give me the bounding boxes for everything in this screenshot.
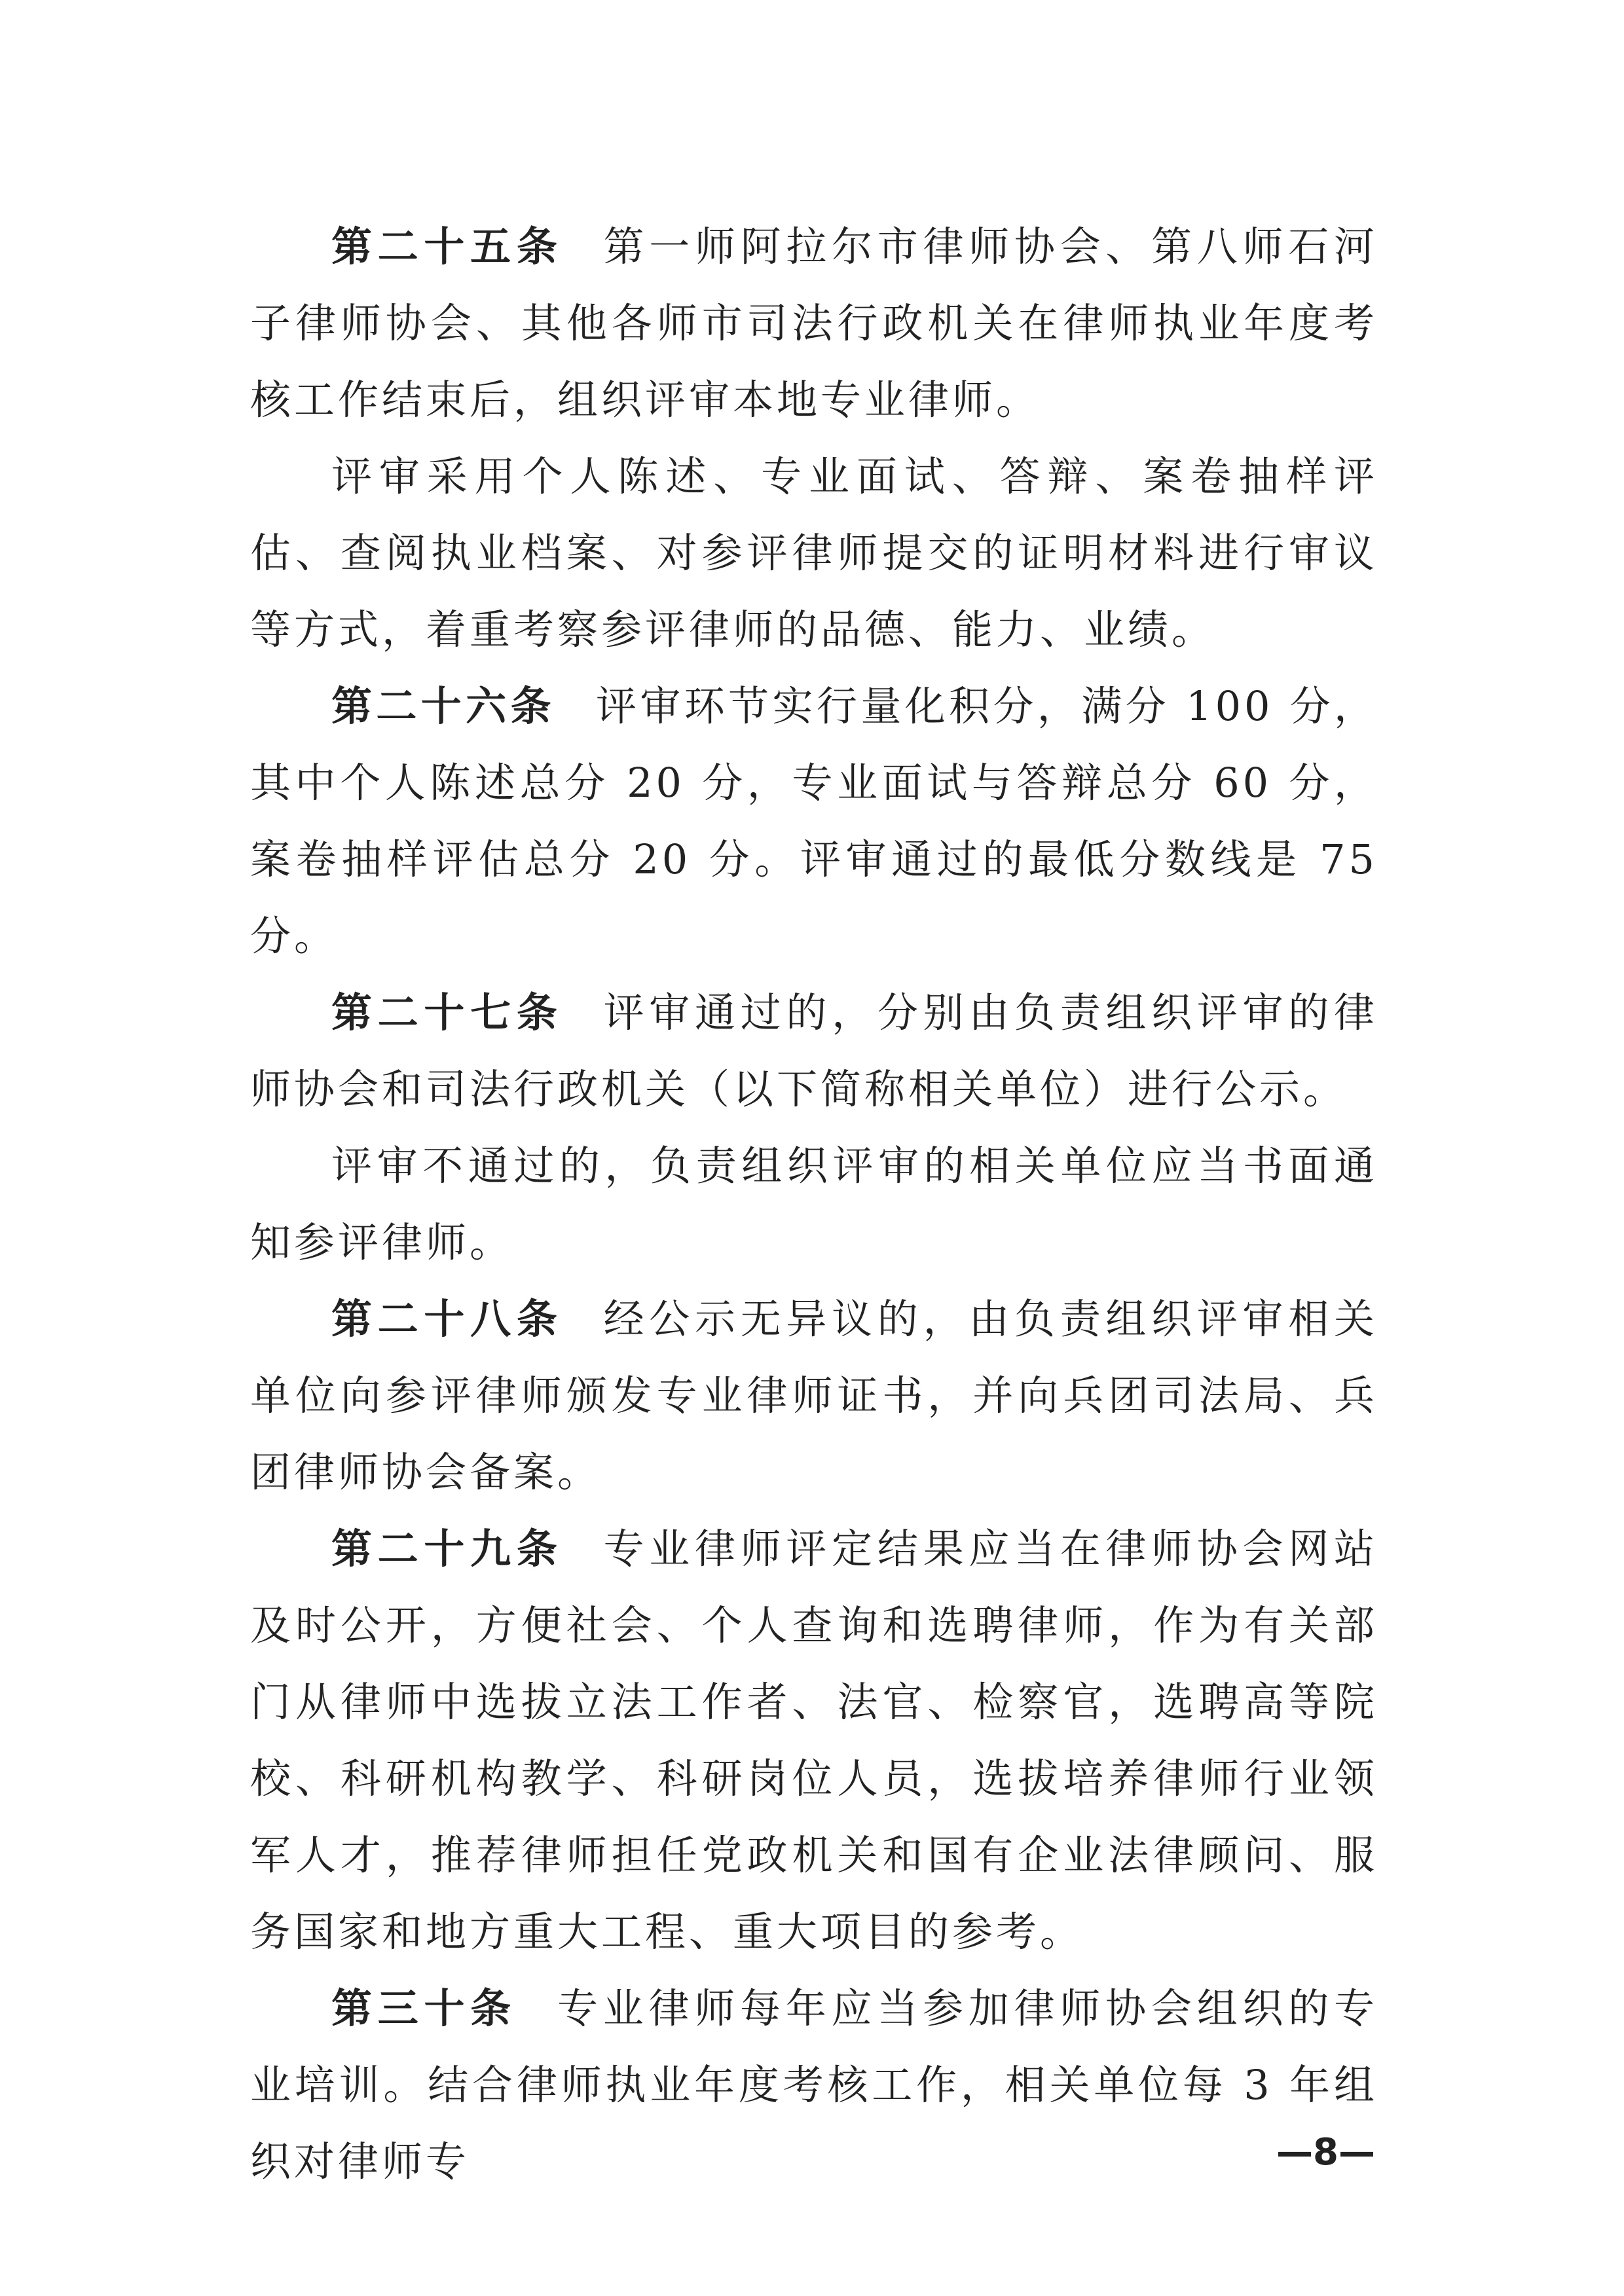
paragraph-text: 专业律师评定结果应当在律师协会网站及时公开，方便社会、个人查询和选聘律师，作为有关部门从律师中选拔立法工作者、法官、检察官，选聘高等院校、科研机构教学、科研岗位人员，选拔培养律师行业领军人才，推荐律师担任党政机关和国有企业法律顾问、服务国家和地方重大工程、重大项目的参考。 [250, 1525, 1378, 1956]
paragraph-text: 评审通过的，分别由负责组织评审的律师协会和司法行政机关（以下简称相关单位）进行公示。 [250, 989, 1378, 1113]
paragraph-article-27 [250, 974, 1378, 1127]
page-number: —8— [1276, 2131, 1375, 2174]
paragraph-text: 评审不通过的，负责组织评审的相关单位应当书面通知参评律师。 [250, 1142, 1378, 1266]
article-heading: 第三十条 [331, 1984, 517, 2032]
paragraph-text: 评审环节实行量化积分，满分 100 分，其中个人陈述总分 20 分，专业面试与答辩总分 60 分，案卷抽样评估总分 20 分。评审通过的最低分数线是 75 分。 [250, 682, 1378, 960]
paragraph-text: 专业律师每年应当参加律师协会组织的专业培训。结合律师执业年度考核工作，相关单位每 3 年组织对律师专 [250, 1984, 1378, 2185]
paragraph-article-25 [250, 208, 1378, 438]
document-body [250, 208, 1378, 2200]
paragraph-article-28 [250, 1281, 1378, 1510]
paragraph-text: 评审采用个人陈述、专业面试、答辩、案卷抽样评估、查阅执业档案、对参评律师提交的证明材料进行审议等方式，着重考察参评律师的品德、能力、业绩。 [250, 452, 1378, 653]
article-heading: 第二十九条 [331, 1525, 563, 1573]
paragraph-text: 经公示无异议的，由负责组织评审相关单位向参评律师颁发专业律师证书，并向兵团司法局、兵团律师协会备案。 [250, 1295, 1378, 1496]
article-heading: 第二十七条 [331, 989, 563, 1036]
paragraph-article-29 [250, 1510, 1378, 1970]
paragraph-article-27-cont [250, 1127, 1378, 1281]
article-heading: 第二十五条 [331, 223, 563, 270]
paragraph-text: 第一师阿拉尔市律师协会、第八师石河子律师协会、其他各师市司法行政机关在律师执业年度考核工作结束后，组织评审本地专业律师。 [250, 223, 1378, 424]
paragraph-article-25-cont [250, 438, 1378, 668]
article-heading: 第二十八条 [331, 1295, 563, 1343]
paragraph-article-30 [250, 1970, 1378, 2200]
article-heading: 第二十六条 [331, 682, 555, 730]
paragraph-article-26 [250, 668, 1378, 974]
